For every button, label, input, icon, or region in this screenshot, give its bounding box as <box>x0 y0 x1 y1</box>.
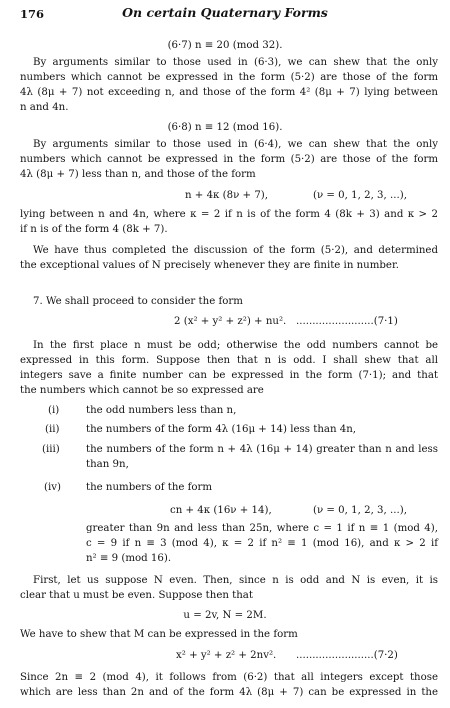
paragraph-line: We have thus completed the discussion of the form (5·2), and determined <box>33 245 438 256</box>
paragraph-line: lying between n and 4n, where κ = 2 if n is of the form 4 (8k + 3) and κ > 2 <box>20 209 438 220</box>
case-heading-6-8: (6·8) n ≡ 12 (mod 16). <box>167 122 283 133</box>
item-number: (iii) <box>42 444 60 455</box>
paragraph-line: the exceptional values of N precisely whenever they are finite in number. <box>20 260 399 271</box>
paragraph-line: integers save a finite number can be expressed in the form (7·1); and that <box>20 370 438 381</box>
display-equation: n + 4κ (8ν + 7), <box>185 190 269 201</box>
item-text: the numbers of the form <box>86 482 213 493</box>
equation-label-7-2: ........................(7·2) <box>296 650 398 661</box>
item-text: the numbers of the form 4λ (16μ + 14) less than 4n, <box>86 424 357 435</box>
paragraph-line: 4λ (8μ + 7) less than n, and those of the form <box>20 169 256 180</box>
paragraph-line: clear that u must be even. Suppose then that <box>20 590 253 601</box>
paragraph-line: First, let us suppose N even. Then, since n is odd and N is even, it is <box>33 575 438 586</box>
paragraph-line: In the first place n must be odd; otherwise the odd numbers cannot be <box>33 340 438 351</box>
display-equation: cn + 4κ (16ν + 14), <box>170 505 272 516</box>
item-text: the numbers of the form n + 4λ (16μ + 14) greater than n and less <box>86 444 438 455</box>
item-number: (iv) <box>44 482 61 493</box>
paragraph-line: if n is of the form 4 (8k + 7). <box>20 224 168 235</box>
item-text: greater than 9n and less than 25n, where c = 1 if n ≡ 1 (mod 4), <box>86 523 438 534</box>
section-7-text: 7. We shall proceed to consider the form <box>33 296 243 307</box>
display-equation-7-1: 2 (x² + y² + z²) + nu². <box>174 316 287 327</box>
section-7-opening <box>33 296 243 308</box>
paragraph-line: 4λ (8μ + 7) not exceeding n, and those of the form 4² (8μ + 7) lying between <box>20 87 438 98</box>
equation-condition: (ν = 0, 1, 2, 3, ...), <box>313 505 407 516</box>
paragraph-line: which are less than 2n and of the form 4λ (8μ + 7) can be expressed in the <box>20 687 438 698</box>
paragraph-line: numbers which cannot be expressed in the form (5·2) are those of the form <box>20 72 438 83</box>
paragraph-line: the numbers which cannot be so expressed are <box>20 385 264 396</box>
running-title: On certain Quaternary Forms <box>122 5 328 20</box>
item-number: (i) <box>48 405 60 416</box>
case-heading-6-7: (6·7) n ≡ 20 (mod 32). <box>167 40 283 51</box>
paragraph-line: By arguments similar to those used in (6·4), we can shew that the only <box>33 139 438 150</box>
paragraph-line: Since 2n ≡ 2 (mod 4), it follows from (6·2) that all integers except those <box>20 672 438 683</box>
equation-label-7-1: ........................(7·1) <box>296 316 398 327</box>
equation-condition: (ν = 0, 1, 2, 3, ...), <box>313 190 407 201</box>
paragraph-line: numbers which cannot be expressed in the form (5·2) are those of the form <box>20 154 438 165</box>
paragraph-line: We have to shew that M can be expressed in the form <box>20 629 298 640</box>
item-text: c = 9 if n ≡ 3 (mod 4), κ = 2 if n² ≡ 1 (mod 16), and κ > 2 if <box>86 538 438 549</box>
display-equation: u = 2v, N = 2M. <box>183 610 267 621</box>
item-text: n² ≡ 9 (mod 16). <box>86 553 172 564</box>
paragraph-line: n and 4n. <box>20 102 69 113</box>
page-number: 176 <box>20 7 45 21</box>
display-equation-7-2: x² + y² + z² + 2nv². <box>176 650 277 661</box>
item-number: (ii) <box>45 424 60 435</box>
item-text: the odd numbers less than n, <box>86 405 237 416</box>
item-text: than 9n, <box>86 459 129 470</box>
paragraph-line: By arguments similar to those used in (6·3), we can shew that the only <box>33 57 438 68</box>
paragraph-line: expressed in this form. Suppose then that n is odd. I shall shew that all <box>20 355 438 366</box>
